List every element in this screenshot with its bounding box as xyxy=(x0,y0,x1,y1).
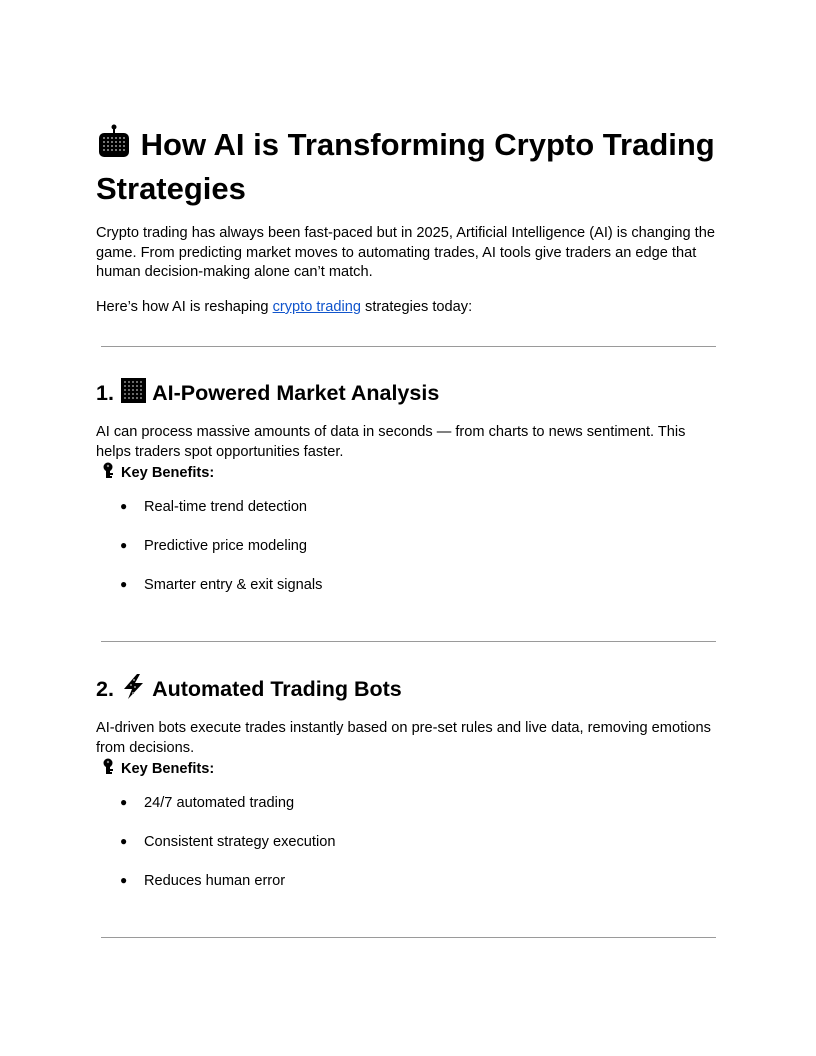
lead-text-before: Here’s how AI is reshaping xyxy=(96,299,273,315)
key-benefits-text: Key Benefits: xyxy=(121,761,215,777)
list-item-text: Real-time trend detection xyxy=(144,499,308,515)
section-body: AI-driven bots execute trades instantly based on pre-set rules and live data, removing emotions from decisions. xyxy=(96,720,711,756)
section-divider xyxy=(101,641,716,642)
list-item xyxy=(120,793,294,813)
list-item xyxy=(120,832,335,852)
section-heading-text: Automated Trading Bots xyxy=(152,677,402,701)
list-item-text: Predictive price modeling xyxy=(144,538,308,554)
bullet-icon: ● xyxy=(120,538,128,552)
key-icon xyxy=(101,758,115,781)
list-item xyxy=(120,497,307,517)
list-item xyxy=(120,871,285,891)
page-title xyxy=(96,124,720,209)
list-item-text: Reduces human error xyxy=(144,873,286,889)
lead-text-after: strategies today: xyxy=(361,299,473,315)
key-icon xyxy=(101,462,115,485)
section-number: 2. xyxy=(96,677,114,701)
list-item xyxy=(120,536,307,556)
bar-chart-icon xyxy=(120,377,147,411)
bullet-icon: ● xyxy=(120,577,128,591)
lightning-icon xyxy=(120,673,147,707)
list-item-text: Smarter entry & exit signals xyxy=(144,577,323,593)
section-number: 1. xyxy=(96,381,114,405)
section-heading-text: AI-Powered Market Analysis xyxy=(152,381,440,405)
crypto-trading-link[interactable]: crypto trading xyxy=(272,299,361,315)
robot-icon xyxy=(96,124,132,168)
section-heading-market-analysis xyxy=(96,377,439,411)
bullet-icon: ● xyxy=(120,795,128,809)
section-divider xyxy=(101,346,716,347)
key-benefits-text: Key Benefits: xyxy=(121,465,215,481)
section-body: AI can process massive amounts of data in seconds — from charts to news sentiment. This helps traders spot opportunities faster. xyxy=(96,424,686,460)
key-benefits-label xyxy=(101,462,214,485)
list-item-text: 24/7 automated trading xyxy=(144,795,295,811)
section-divider xyxy=(101,937,716,938)
lead-paragraph xyxy=(96,298,720,318)
list-item xyxy=(120,575,322,595)
key-benefits-label xyxy=(101,758,214,781)
bullet-icon: ● xyxy=(120,499,128,513)
page-title-text: How AI is Transforming Crypto Trading Strategies xyxy=(96,127,715,206)
bullet-icon: ● xyxy=(120,834,128,848)
intro-paragraph: Crypto trading has always been fast-paced but in 2025, Artificial Intelligence (AI) is changing the game. From predicting market moves to automating trades, AI tools give traders an edge that human decision-making alone can’t match. xyxy=(96,225,715,280)
list-item-text: Consistent strategy execution xyxy=(144,834,336,850)
section-heading-trading-bots xyxy=(96,673,402,707)
bullet-icon: ● xyxy=(120,873,128,887)
